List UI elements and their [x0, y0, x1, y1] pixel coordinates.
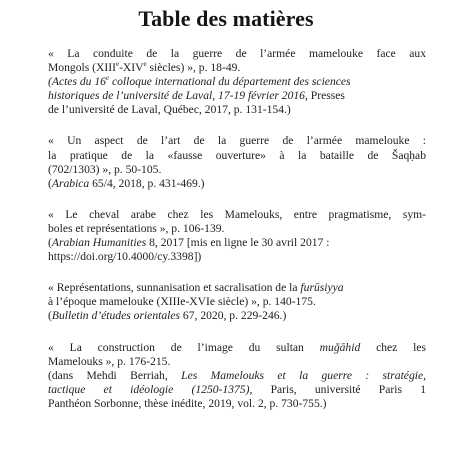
toc-entry-line [48, 75, 426, 89]
superscript-text: e [105, 74, 110, 83]
italic-text: Bulletin d’études orientales [51, 309, 181, 323]
line-text: la pratique de la «fausse ouverture» à la bataille de Šaqḥab [48, 148, 426, 162]
toc-entry-line [48, 103, 426, 117]
italic-text: muǧāhid [319, 340, 361, 354]
italic-text: historiques de l’université de Laval, 17-19 février 2016 [48, 89, 305, 103]
toc-entry-line [48, 309, 426, 323]
line-text: 65/4, 2018, p. 431-469.) [89, 176, 205, 190]
line-text: « Le cheval arabe chez les Mamelouks, entre pragmatisme, sym- [48, 207, 426, 221]
line-text: -XIV [119, 61, 144, 75]
line-text: de l’université de Laval, Québec, 2017, p. 131-154.) [48, 103, 291, 117]
italic-text: Arabian Humanities [51, 236, 147, 250]
italic-text: (Actes du 16 [48, 75, 106, 89]
line-text: boles et représentations », p. 106-139. [48, 221, 225, 235]
superscript-text: e [143, 60, 147, 69]
toc-entry-line [48, 383, 426, 397]
toc-entry-line [48, 134, 426, 148]
line-text: siècles) », p. 18-49. [146, 61, 241, 75]
line-text: Mongols (XIII [48, 61, 116, 75]
line-text: chez les [360, 340, 426, 354]
line-text: « Un aspect de l’art de la guerre de l’armée mamelouke : [48, 134, 426, 148]
toc-entry-line [48, 355, 426, 369]
italic-text: tactique et idéologie (1250-1375) [48, 382, 250, 396]
toc-entry-line [48, 341, 426, 355]
toc-entry [48, 341, 426, 411]
toc-entry-line [48, 61, 426, 75]
toc-entry-line [48, 47, 426, 61]
italic-text: colloque international du département des sciences [109, 75, 351, 89]
toc-entry-line [48, 236, 426, 250]
italic-text: Arabica [51, 176, 90, 190]
line-text: (702/1303) », p. 50-105. [48, 162, 162, 176]
line-text: « La construction de l’image du sultan [48, 340, 320, 354]
line-text: 67, 2020, p. 229-246.) [180, 309, 287, 323]
line-text: https://doi.org/10.4000/cy.3398]) [48, 250, 202, 264]
line-text: , Presses [304, 89, 345, 103]
toc-entry [48, 134, 426, 190]
toc-entries [48, 47, 426, 428]
toc-entry-line [48, 222, 426, 236]
toc-entry-line [48, 369, 426, 383]
line-text: , Paris, université Paris 1 [249, 382, 426, 396]
page-title: Table des matières [138, 6, 314, 31]
line-text: Mamelouks », p. 176-215. [48, 354, 171, 368]
toc-entry-line [48, 250, 426, 264]
toc-entry-line [48, 397, 426, 411]
toc-entry-line [48, 177, 426, 191]
toc-entry-line [48, 295, 426, 309]
toc-entry-line [48, 89, 426, 103]
line-text: ( [48, 176, 52, 190]
toc-entry-line [48, 281, 426, 295]
line-text: Panthéon Sorbonne, thèse inédite, 2019, vol. 2, p. 730-755.) [48, 396, 327, 410]
toc-entry-line [48, 163, 426, 177]
line-text: ( [48, 236, 52, 250]
line-text: « La conduite de la guerre de l’armée mamelouke face aux [48, 47, 426, 60]
italic-text: Les Mamelouks et la guerre : stratégie, [181, 368, 427, 382]
italic-text: furūsiyya [300, 281, 344, 295]
superscript-text: e [115, 60, 120, 69]
line-text: 8, 2017 [mis en ligne le 30 avril 2017 : [146, 236, 330, 250]
line-text: à l’époque mamelouke (XIIIe-XVIe siècle) », p. 140-175. [48, 295, 316, 309]
line-text: « Représentations, sunnanisation et sacralisation de la [48, 281, 301, 295]
toc-entry [48, 281, 426, 323]
toc-entry-line [48, 149, 426, 163]
toc-entry-line [48, 208, 426, 222]
toc-entry [48, 47, 426, 117]
line-text: (dans Mehdi Berriah, [48, 368, 182, 382]
toc-entry [48, 208, 426, 264]
line-text: ( [48, 309, 52, 323]
